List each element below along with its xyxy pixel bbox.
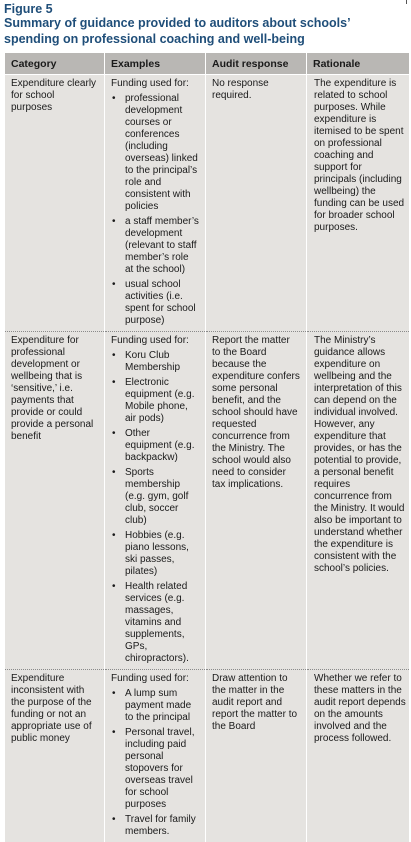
bullet-icon: •	[112, 727, 116, 739]
guidance-table	[4, 53, 410, 842]
examples-lead: Funding used for:	[111, 335, 199, 347]
list-item	[111, 93, 199, 213]
list-item	[111, 279, 199, 327]
list-item	[111, 814, 199, 838]
example-text: professional development courses or conferences (including overseas) linked to the principal’s role and consistent with policies	[125, 93, 198, 212]
example-text: Sports membership (e.g. gym, golf club, soccer club)	[125, 467, 188, 526]
example-text: a staff member’s development (relevant to staff member’s role at the school)	[125, 216, 199, 275]
audit-response-cell: No response required.	[206, 75, 307, 332]
header-audit-response: Audit response	[206, 53, 307, 75]
figure-label: Figure 5	[4, 2, 53, 16]
bullet-icon: •	[112, 814, 116, 826]
bullet-icon: •	[112, 216, 116, 228]
examples-list	[111, 93, 199, 327]
examples-list	[111, 350, 199, 665]
bullet-icon: •	[112, 279, 116, 291]
example-text: Hobbies (e.g. piano lessons, ski passes, pilates)	[125, 530, 189, 577]
header-category: Category	[5, 53, 105, 75]
page-corner-mark	[406, 0, 407, 4]
header-examples: Examples	[105, 53, 206, 75]
bullet-icon: •	[112, 581, 116, 593]
category-cell: Expenditure for professional development or wellbeing that is ‘sensitive,’ i.e. payments that provide or could provide a personal benefit	[5, 332, 105, 670]
list-item	[111, 530, 199, 578]
list-item	[111, 581, 199, 665]
category-cell: Expenditure clearly for school purposes	[5, 75, 105, 332]
examples-lead: Funding used for:	[111, 78, 199, 90]
figure-title: Summary of guidance provided to auditors about schools’ spending on professional coaching and well-being	[4, 15, 404, 47]
example-text: Electronic equipment (e.g. Mobile phone, air pods)	[125, 377, 195, 424]
list-item	[111, 467, 199, 527]
bullet-icon: •	[112, 350, 116, 362]
rationale-cell: The expenditure is related to school purposes. While expenditure is itemised to be spent on professional coaching and support for principals (including wellbeing) the funding can be used for broader school purposes.	[307, 75, 410, 332]
list-item	[111, 428, 199, 464]
list-item	[111, 350, 199, 374]
category-cell: Expenditure inconsistent with the purpose of the funding or not an appropriate use of public money	[5, 670, 105, 842]
audit-response-cell: Draw attention to the matter in the audit report and report the matter to the Board	[206, 670, 307, 842]
rationale-cell: The Ministry’s guidance allows expenditure on wellbeing and the interpretation of this can depend on the individual involved. However, any expenditure that provides, or has the potential to provide, a personal benefit requires concurrence from the Ministry. It would also be important to understand whether the expenditure is consistent with the school’s policies.	[307, 332, 410, 670]
bullet-icon: •	[112, 467, 116, 479]
header-rationale: Rationale	[307, 53, 410, 75]
table-row	[5, 332, 410, 670]
list-item	[111, 377, 199, 425]
examples-lead: Funding used for:	[111, 673, 199, 685]
example-text: Personal travel, including paid personal stopovers for overseas travel for school purposes	[125, 727, 194, 810]
bullet-icon: •	[112, 530, 116, 542]
table-header-row	[5, 53, 410, 75]
list-item	[111, 727, 199, 811]
examples-cell	[105, 75, 206, 332]
bullet-icon: •	[112, 93, 116, 105]
examples-cell	[105, 670, 206, 842]
list-item	[111, 216, 199, 276]
bullet-icon: •	[112, 688, 116, 700]
audit-response-cell: Report the matter to the Board because the expenditure confers some personal benefit, and the school should have requested concurrence from the Ministry. The school would also need to consider tax implications.	[206, 332, 307, 670]
list-item	[111, 688, 199, 724]
rationale-cell: Whether we refer to these matters in the audit report depends on the amounts involved and the process followed.	[307, 670, 410, 842]
examples-list	[111, 688, 199, 838]
example-text: A lump sum payment made to the principal	[125, 688, 191, 723]
bullet-icon: •	[112, 377, 116, 389]
table-row	[5, 670, 410, 842]
bullet-icon: •	[112, 428, 116, 440]
examples-cell	[105, 332, 206, 670]
table-row	[5, 75, 410, 332]
example-text: Other equipment (e.g. backpackw)	[125, 428, 195, 463]
example-text: Travel for family members.	[125, 814, 196, 837]
example-text: Koru Club Membership	[125, 350, 180, 373]
example-text: usual school activities (i.e. spent for school purpose)	[125, 279, 196, 326]
example-text: Health related services (e.g. massages, vitamins and supplements, GPs, chiropractors).	[125, 581, 189, 664]
